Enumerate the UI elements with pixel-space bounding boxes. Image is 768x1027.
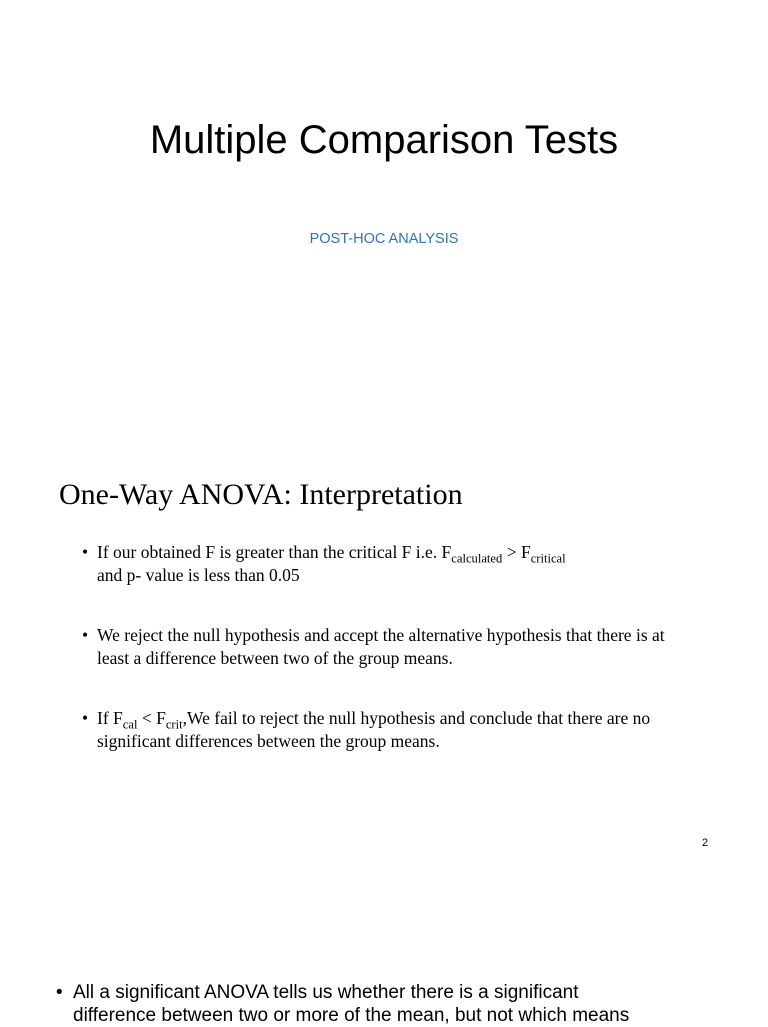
bullet-text: > F — [502, 542, 531, 562]
bullet-icon: • — [56, 982, 63, 1003]
bullet-icon: • — [82, 625, 89, 645]
bullet-icon: • — [82, 708, 89, 728]
bullet-text: and p- value is less than 0.05 — [97, 565, 300, 585]
subscript: cal — [122, 717, 138, 732]
slide-post-hoc-rationale — [0, 870, 768, 1024]
bullet-text-line-2: difference between two or more of the mean, but not which means — [73, 1005, 630, 1026]
page-number: 2 — [702, 837, 709, 849]
bullet-item — [82, 707, 682, 753]
bullet-text: We reject the null hypothesis and accept the alternative hypothesis that there is at least a difference between two of the group means. — [97, 625, 665, 668]
slide-1-title: Multiple Comparison Tests — [149, 118, 619, 162]
bullet-item — [82, 541, 682, 587]
bullet-list — [82, 541, 682, 753]
bullet-icon: • — [82, 542, 89, 562]
bullet-text: If F — [97, 708, 123, 728]
subscript: calculated — [451, 551, 503, 566]
slide-2-title: One-Way ANOVA: Interpretation — [59, 478, 463, 511]
bullet-item — [82, 624, 682, 670]
bullet-item — [56, 981, 716, 1027]
slide-1-subtitle: POST-HOC ANALYSIS — [309, 231, 459, 247]
bullet-text: If our obtained F is greater than the critical F i.e. F — [97, 542, 452, 562]
slide-anova-interpretation — [0, 430, 768, 870]
slide-title — [0, 0, 768, 430]
bullet-text: ,We fail to reject the null hypothesis and conclude that there are no significant differences between the group means. — [97, 708, 651, 751]
bullet-text-line-1: All a significant ANOVA tells us whether there is a significant — [73, 982, 579, 1003]
subscript: critical — [530, 551, 566, 566]
bullet-text: < F — [137, 708, 166, 728]
subscript: crit — [165, 717, 183, 732]
